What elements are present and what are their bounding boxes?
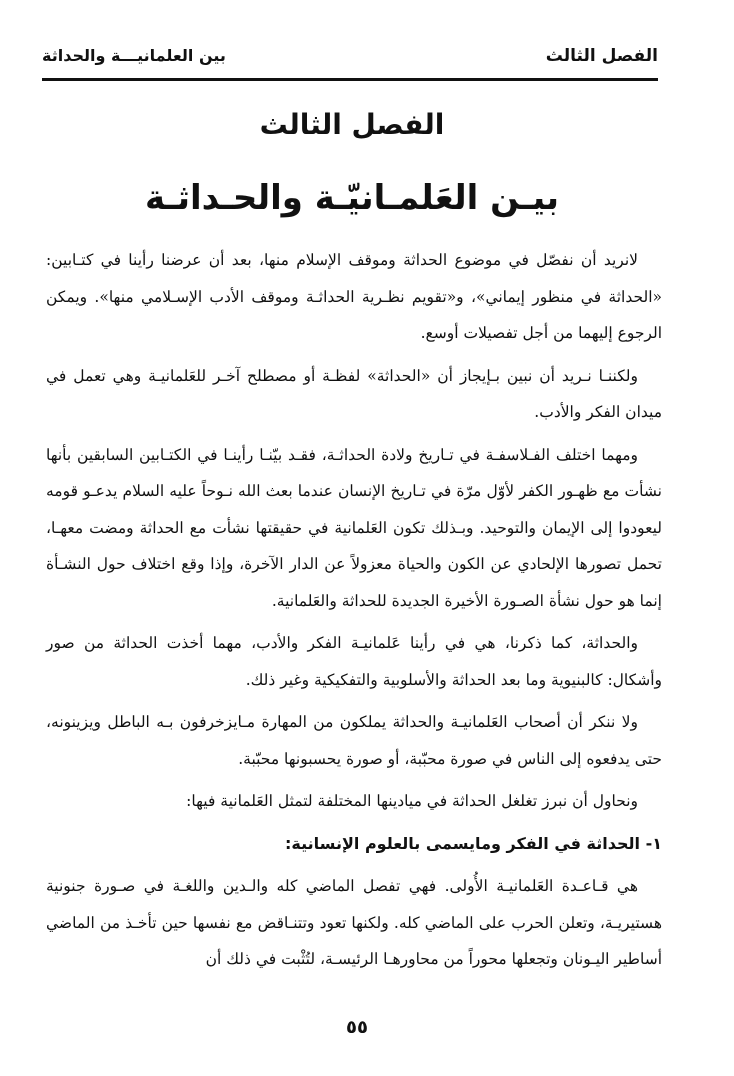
paragraph: ولا ننكر أن أصحاب العَلمانيـة والحداثة يملكون من المهارة مـايزخرفون بـه الباطل ويزينونه، حتى يدفعوه إلى الناس في صورة محبّبة، أو صورة يحسبونها محبّبة. <box>46 713 662 768</box>
body-text <box>46 242 662 984</box>
paragraph: والحداثة، كما ذكرنا، هي في رأينا عَلمانيـة الفكر والأدب، مهما أخذت الحداثة من صور وأشكال: كالبنيوية وما بعد الحداثة والأسلوبية والتفكيكية وغير ذلك. <box>46 634 662 689</box>
section-subheading: ١- الحداثة في الفكر ومايسمى بالعلوم الإنسانية: <box>285 833 662 853</box>
chapter-title: بيـن العَلمـانيّـة والحـداثـة <box>144 178 560 218</box>
paragraph: لانريد أن نفصّل في موضوع الحداثة وموقف الإسلام منها، بعد أن عرضنا رأينا في كتـابين: «الحداثة في منظور إيماني»، و«تقويم نظـرية الحداثـة وموقف الأدب الإسـلامي منها». ويمكن الرجوع إليهما من أجل تفصيلات أوسع. <box>46 251 662 342</box>
paragraph: ومهما اختلف الفـلاسفـة في تـاريخ ولادة الحداثـة، فقـد بيّنـا رأينـا في الكتـابين السابقين بأنها نشأت مع ظهـور الكفر لأوّل مرّة في تـاريخ الإنسان عندما بعث الله نـوحاً عليه السلام يدعـو قومه ليعودوا إلى الإيمان والتوحيد. وبـذلك تكون العَلمانية في حقيقتها نشأت مع الحداثة ومضت معهـا، تحمل تصورها الإلحادي عن الكون والحياة معزولاً عن الدار الآخرة، وإذا وقع اختلاف حول النشـأة إنما هو حول نشأة الصـورة الأخيرة الجديدة للحداثة والعَلمانية. <box>46 445 662 610</box>
running-header-chapter: الفصل الثالث <box>545 46 658 66</box>
paragraph: ولكننـا نـريد أن نبين بـإيجاز أن «الحداثة» لفظـة أو مصطلح آخـر للعَلمانيـة وهي تعمل في ميدان الفكر والأدب. <box>46 366 662 421</box>
paragraph: ونحاول أن نبرز تغلغل الحداثة في ميادينها المختلفة لتمثل العَلمانية فيها: <box>186 792 638 810</box>
paragraph: هي قـاعـدة العَلمانيـة الأُولى. فهي تفصل الماضي كله والـدين واللغـة في صـورة جنونية هستيريـة، وتعلن الحرب على الماضي كله. ولكنها تعود وتتنـاقض مع نفسها حين تأخـذ من الماضي أساطير اليـونان وتجعلها محوراً من محاورهـا الرئيسـة، لتُثْبت في ذلك أن <box>46 877 662 968</box>
running-header <box>42 38 658 81</box>
page-number: ٥٥ <box>346 1017 368 1038</box>
running-header-title: بين العلمانيـــة والحداثة <box>42 46 226 65</box>
chapter-heading: الفصل الثالث <box>259 108 445 141</box>
